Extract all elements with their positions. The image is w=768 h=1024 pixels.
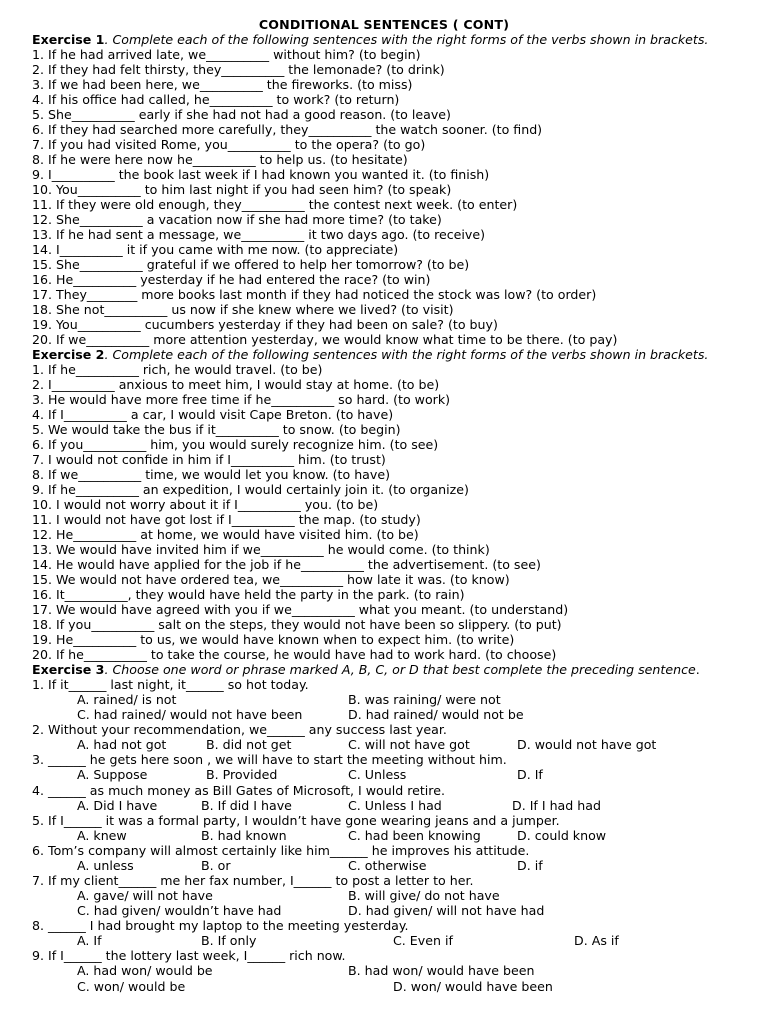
option-d: D. could know [517, 828, 607, 843]
exercise-instruction: . Complete each of the following sentences with the right forms of the verbs shown in brackets. [104, 32, 709, 47]
option-a: A. Did I have [77, 798, 158, 813]
option-b: B. Provided [206, 767, 278, 782]
option-a: A. gave/ will not have [77, 888, 213, 903]
exercise-2-heading [32, 347, 754, 362]
ex1-item: 18. She not__________ us now if she knew where we lived? (to visit) [32, 302, 454, 317]
ex2-item: 9. If he__________ an expedition, I would certainly join it. (to organize) [32, 482, 469, 497]
ex2-item: 12. He__________ at home, we would have visited him. (to be) [32, 527, 419, 542]
option-c: C. won/ would be [77, 979, 186, 994]
option-d: D. If I had had [512, 798, 601, 813]
option-b: B. was raining/ were not [348, 692, 501, 707]
ex1-item: 11. If they were old enough, they__________ the contest next week. (to enter) [32, 197, 518, 212]
exercise-instruction: . Complete each of the following sentences with the right forms of the verbs shown in brackets. [104, 347, 709, 362]
option-b: B. had won/ would have been [348, 963, 535, 978]
ex2-item: 20. If he__________ to take the course, he would have had to work hard. (to choose) [32, 647, 557, 662]
ex1-item: 15. She__________ grateful if we offered to help her tomorrow? (to be) [32, 257, 470, 272]
option-a: A. Suppose [77, 767, 148, 782]
option-b: B. will give/ do not have [348, 888, 500, 903]
option-c: C. will not have got [348, 737, 470, 752]
exercise-instruction: . Choose one word or phrase marked A, B, C, or D that best complete the preceding sentence [104, 662, 696, 677]
option-a: A. unless [77, 858, 134, 873]
exercise-label: Exercise 2 [32, 347, 105, 362]
ex1-item: 1. If he had arrived late, we__________ without him? (to begin) [32, 47, 421, 62]
ex1-item: 5. She__________ early if she had not had a good reason. (to leave) [32, 107, 451, 122]
option-a: A. rained/ is not [77, 692, 177, 707]
ex2-item: 2. I__________ anxious to meet him, I would stay at home. (to be) [32, 377, 440, 392]
ex2-item: 7. I would not confide in him if I__________ him. (to trust) [32, 452, 386, 467]
ex3-question: 9. If I______ the lottery last week, I______ rich now. [32, 948, 346, 963]
ex1-item: 4. If his office had called, he__________ to work? (to return) [32, 92, 400, 107]
ex3-question: 2. Without your recommendation, we______ any success last year. [32, 722, 447, 737]
ex1-item: 12. She__________ a vacation now if she had more time? (to take) [32, 212, 442, 227]
ex1-item: 17. They________ more books last month if they had noticed the stock was low? (to order) [32, 287, 597, 302]
ex2-item: 4. If I__________ a car, I would visit Cape Breton. (to have) [32, 407, 394, 422]
option-d: D. won/ would have been [393, 979, 553, 994]
option-a: A. If [77, 933, 102, 948]
option-c: C. otherwise [348, 858, 427, 873]
option-d: D. had rained/ would not be [348, 707, 524, 722]
ex2-item: 6. If you__________ him, you would surely recognize him. (to see) [32, 437, 439, 452]
ex3-question: 6. Tom’s company will almost certainly like him______ he improves his attitude. [32, 843, 530, 858]
ex3-question: 1. If it______ last night, it______ so hot today. [32, 677, 309, 692]
option-c: C. Even if [393, 933, 453, 948]
ex2-item: 16. It__________, they would have held the party in the park. (to rain) [32, 587, 465, 602]
ex1-item: 2. If they had felt thirsty, they__________ the lemonade? (to drink) [32, 62, 445, 77]
option-c: C. had rained/ would not have been [77, 707, 303, 722]
ex3-question: 5. If I______ it was a formal party, I wouldn’t have gone wearing jeans and a jumper. [32, 813, 560, 828]
option-d: D. had given/ will not have had [348, 903, 545, 918]
ex2-item: 5. We would take the bus if it__________ to snow. (to begin) [32, 422, 401, 437]
instruction-period: . [695, 662, 700, 677]
option-a: A. had not got [77, 737, 167, 752]
option-d: D. As if [574, 933, 619, 948]
option-a: A. had won/ would be [77, 963, 213, 978]
ex2-item: 8. If we__________ time, we would let you know. (to have) [32, 467, 391, 482]
ex2-item: 10. I would not worry about it if I__________ you. (to be) [32, 497, 379, 512]
option-d: D. if [517, 858, 543, 873]
ex2-item: 11. I would not have got lost if I__________ the map. (to study) [32, 512, 421, 527]
exercise-3-heading [32, 662, 754, 677]
option-c: C. Unless I had [348, 798, 442, 813]
ex1-item: 10. You__________ to him last night if you had seen him? (to speak) [32, 182, 452, 197]
exercise-label: Exercise 1 [32, 32, 105, 47]
ex2-item: 14. He would have applied for the job if he__________ the advertisement. (to see) [32, 557, 541, 572]
ex1-item: 14. I__________ it if you came with me now. (to appreciate) [32, 242, 399, 257]
ex2-item: 13. We would have invited him if we__________ he would come. (to think) [32, 542, 490, 557]
ex1-item: 8. If he were here now he__________ to help us. (to hesitate) [32, 152, 408, 167]
option-b: B. or [201, 858, 231, 873]
ex2-item: 18. If you__________ salt on the steps, they would not have been so slippery. (to put) [32, 617, 562, 632]
ex1-item: 3. If we had been here, we__________ the fireworks. (to miss) [32, 77, 413, 92]
ex3-question: 3. ______ he gets here soon , we will have to start the meeting without him. [32, 752, 507, 767]
ex3-question: 4. ______ as much money as Bill Gates of Microsoft, I would retire. [32, 783, 445, 798]
ex1-item: 13. If he had sent a message, we__________ it two days ago. (to receive) [32, 227, 485, 242]
option-b: B. did not get [206, 737, 292, 752]
option-a: A. knew [77, 828, 127, 843]
option-b: B. If did I have [201, 798, 292, 813]
ex1-item: 7. If you had visited Rome, you__________ to the opera? (to go) [32, 137, 426, 152]
ex2-item: 3. He would have more free time if he__________ so hard. (to work) [32, 392, 451, 407]
ex2-item: 19. He__________ to us, we would have known when to expect him. (to write) [32, 632, 515, 647]
option-b: B. If only [201, 933, 257, 948]
ex2-item: 17. We would have agreed with you if we__________ what you meant. (to understand) [32, 602, 569, 617]
option-d: D. If [517, 767, 543, 782]
ex1-item: 19. You__________ cucumbers yesterday if they had been on sale? (to buy) [32, 317, 498, 332]
option-d: D. would not have got [517, 737, 657, 752]
ex1-item: 16. He__________ yesterday if he had entered the race? (to win) [32, 272, 431, 287]
page-title: CONDITIONAL SENTENCES ( CONT) [258, 17, 510, 32]
exercise-1-heading [32, 32, 754, 47]
ex3-question: 7. If my client______ me her fax number, I______ to post a letter to her. [32, 873, 474, 888]
ex3-question: 8. ______ I had brought my laptop to the meeting yesterday. [32, 918, 409, 933]
ex1-item: 9. I__________ the book last week if I had known you wanted it. (to finish) [32, 167, 490, 182]
ex1-item: 6. If they had searched more carefully, they__________ the watch sooner. (to find) [32, 122, 543, 137]
option-b: B. had known [201, 828, 287, 843]
option-c: C. had given/ wouldn’t have had [77, 903, 282, 918]
ex1-item: 20. If we__________ more attention yesterday, we would know what time to be there. (to pay) [32, 332, 618, 347]
ex2-item: 15. We would not have ordered tea, we__________ how late it was. (to know) [32, 572, 510, 587]
ex2-item: 1. If he__________ rich, he would travel. (to be) [32, 362, 323, 377]
option-c: C. Unless [348, 767, 407, 782]
option-c: C. had been knowing [348, 828, 481, 843]
exercise-label: Exercise 3 [32, 662, 105, 677]
